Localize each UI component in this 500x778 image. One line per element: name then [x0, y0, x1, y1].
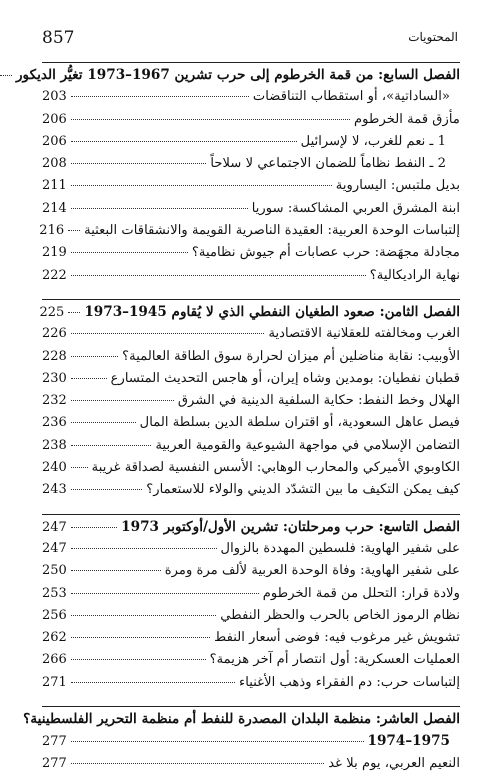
- entry-title: قطبان نفطيان: بومدين وشاه إيران، أو هاجس التحديث المتسارع: [110, 370, 460, 386]
- entry-title: على شفير الهاوية: فلسطين المهددة بالزوال: [220, 540, 460, 556]
- dot-leader: [71, 570, 161, 571]
- chapter-title-entry[interactable]: [42, 519, 460, 541]
- dot-leader: [71, 763, 324, 764]
- dot-leader: [71, 593, 259, 594]
- running-title: المحتويات: [408, 30, 458, 44]
- entry-page-number: 228: [42, 348, 67, 364]
- entry-page-number: 247: [42, 519, 67, 535]
- entry-page-number: 203: [42, 89, 67, 105]
- entry-page-number: 266: [42, 652, 67, 668]
- entry-title: التضامن الإسلامي في مواجهة الشيوعية والقومية العربية: [155, 437, 460, 453]
- toc-entry[interactable]: [42, 608, 460, 630]
- entry-title: نظام الرموز الخاص بالحرب والحظر النفطي: [220, 607, 460, 623]
- dot-leader: [71, 378, 107, 379]
- dot-leader: [71, 96, 249, 97]
- dot-leader: [71, 659, 206, 660]
- entry-title: نهاية الراديكالية؟: [369, 267, 460, 283]
- toc-entry[interactable]: [42, 756, 460, 778]
- toc-entry[interactable]: [42, 393, 460, 415]
- entry-page-number: 271: [42, 674, 67, 690]
- entry-title: تشويش غير مرغوب فيه: فوضى أسعار النفط: [214, 630, 460, 646]
- entry-page-number: 236: [42, 415, 67, 431]
- entry-title: «الساداتية»، أو استقطاب التناقضات: [252, 89, 450, 105]
- toc-entry[interactable]: [42, 371, 460, 393]
- toc-entry[interactable]: [42, 134, 460, 156]
- entry-page-number: 216: [39, 223, 65, 239]
- dot-leader: [68, 230, 80, 231]
- entry-page-number: 214: [42, 200, 67, 216]
- dot-leader: [71, 400, 174, 401]
- entry-page-number: 238: [42, 437, 67, 453]
- toc-entry[interactable]: [42, 245, 460, 267]
- dot-leader: [71, 741, 364, 742]
- entry-page-number: 243: [42, 482, 67, 498]
- entry-page-number: 206: [42, 111, 67, 127]
- toc-entry[interactable]: [42, 563, 460, 585]
- dot-leader: [71, 682, 235, 683]
- toc-entry[interactable]: [39, 223, 460, 245]
- entry-page-number: 262: [42, 630, 67, 646]
- entry-title: على شفير الهاوية: وفاة الوحدة العربية لألف مرة ومرة: [164, 563, 460, 579]
- entry-page-number: 277: [42, 755, 67, 771]
- dot-leader: [71, 119, 350, 120]
- dot-leader: [71, 275, 366, 276]
- toc-entry[interactable]: [42, 733, 460, 755]
- entry-title: الأوبيب: نقابة مناضلين أم ميزان لحرارة سوق الطاقة العالمية؟: [122, 348, 460, 364]
- entry-page-number: 208: [42, 156, 67, 172]
- toc-entry[interactable]: [42, 482, 460, 504]
- entry-title: الفصل السابع: من قمة الخرطوم إلى حرب تشرين 1967–1973 تغيُّر الديكور: [15, 67, 460, 83]
- toc-entry[interactable]: [42, 89, 460, 111]
- dot-leader: [71, 141, 297, 142]
- chapter-title-entry[interactable]: [23, 711, 460, 733]
- page-header: [42, 28, 458, 52]
- toc-entry[interactable]: [42, 112, 460, 134]
- dot-leader: [71, 445, 152, 446]
- toc-entry[interactable]: [42, 268, 460, 290]
- toc-entry[interactable]: [42, 675, 460, 697]
- dot-leader: [71, 333, 265, 334]
- entry-title: مأزق قمة الخرطوم: [353, 111, 460, 127]
- entry-title: الغرب ومخالفته للعقلانية الاقتصادية: [268, 326, 460, 342]
- entry-page-number: 240: [42, 460, 67, 476]
- entry-title: 1 ـ نعم للغرب، لا لإسرائيل: [300, 133, 446, 149]
- chapter-section: [39, 299, 460, 505]
- dot-leader: [71, 252, 188, 253]
- entry-page-number: 226: [42, 326, 67, 342]
- toc-entry[interactable]: [42, 586, 460, 608]
- dot-leader: [71, 185, 332, 186]
- entry-title: الفصل الثامن: صعود الطغيان النفطي الذي لا يُقاوم 1945–1973: [84, 303, 460, 320]
- chapter-section: [42, 514, 460, 697]
- entry-title: 2 ـ النفط نظاماً للضمان الاجتماعي لا سلاحاً: [210, 156, 446, 172]
- toc-entry[interactable]: [42, 156, 460, 178]
- dot-leader: [0, 75, 12, 76]
- dot-leader: [71, 527, 117, 528]
- toc-entry[interactable]: [42, 415, 460, 437]
- entry-page-number: 277: [42, 734, 67, 750]
- entry-title: بديل ملتبس: اليساروية: [335, 178, 460, 194]
- dot-leader: [71, 163, 207, 164]
- entry-title: كيف يمكن التكيف ما بين التشدّد الديني والولاء للاستعمار؟: [146, 482, 460, 498]
- entry-title: الفصل العاشر: منظمة البلدان المصدرة للنفط أم منظمة التحرير الفلسطينية؟: [23, 711, 460, 728]
- entry-page-number: 230: [42, 370, 67, 386]
- entry-title: ولادة قرار: التحلل من قمة الخرطوم: [262, 585, 460, 601]
- entry-page-number: 256: [42, 607, 67, 623]
- dot-leader: [71, 489, 142, 490]
- entry-title: 1975–1974: [367, 733, 450, 750]
- dot-leader: [71, 356, 118, 357]
- chapter-title-entry[interactable]: [15, 67, 460, 89]
- chapter-section: [15, 62, 460, 290]
- entry-page-number: 219: [42, 245, 67, 261]
- entry-page-number: 222: [42, 267, 67, 283]
- entry-title: إلتباسات الوحدة العربية: العقيدة الناصرية القويمة والانشقاقات البعثية: [84, 223, 460, 239]
- entry-page-number: 206: [42, 133, 67, 149]
- dot-leader: [71, 548, 217, 549]
- dot-leader: [71, 615, 216, 616]
- toc-entry[interactable]: [42, 630, 460, 652]
- entry-page-number: 250: [42, 563, 67, 579]
- toc-entry[interactable]: [42, 178, 460, 200]
- toc-entry[interactable]: [42, 460, 460, 482]
- dot-leader: [71, 422, 136, 423]
- toc-entry[interactable]: [42, 349, 460, 371]
- entry-title: إلتباسات حرب: دم الفقراء وذهب الأغنياء: [239, 674, 460, 690]
- entry-page-number: 211: [42, 178, 67, 194]
- entry-page-number: 253: [42, 585, 67, 601]
- entry-page-number: 225: [39, 304, 65, 320]
- entry-title: الهلال وخط النفط: حكاية السلفية الدينية في الشرق: [177, 393, 460, 409]
- entry-title: ابنة المشرق العربي المشاكسة: سوريا: [251, 200, 460, 216]
- toc-entry[interactable]: [42, 541, 460, 563]
- dot-leader: [71, 208, 248, 209]
- page-number: 857: [42, 28, 75, 48]
- toc-entry[interactable]: [42, 326, 460, 348]
- toc-entry[interactable]: [42, 201, 460, 223]
- entry-title: النعيم العربي، يوم بلا غد: [328, 755, 460, 771]
- entry-title: فيصل عاهل السعودية، أو اقتران سلطة الدين بسلطة المال: [139, 415, 460, 431]
- toc-entry[interactable]: [42, 652, 460, 674]
- entry-title: العمليات العسكرية: أول انتصار أم آخر هزيمة؟: [209, 652, 460, 668]
- dot-leader: [68, 312, 80, 313]
- dot-leader: [71, 637, 210, 638]
- entry-title: الكاوبوي الأميركي والمحارب الوهابي: الأسس النفسية لصداقة غريبة: [91, 460, 460, 476]
- entry-title: الفصل التاسع: حرب ومرحلتان: تشرين الأول/أوكتوبر 1973: [121, 518, 460, 535]
- entry-page-number: 247: [42, 540, 67, 556]
- chapter-section: [23, 706, 460, 778]
- chapter-title-entry[interactable]: [39, 303, 460, 326]
- entry-page-number: 232: [42, 393, 67, 409]
- table-of-contents: [15, 62, 460, 778]
- dot-leader: [71, 467, 88, 468]
- toc-entry[interactable]: [42, 438, 460, 460]
- entry-title: مجادلة مجهَضة: حرب عصابات أم جيوش نظامية؟: [191, 245, 460, 261]
